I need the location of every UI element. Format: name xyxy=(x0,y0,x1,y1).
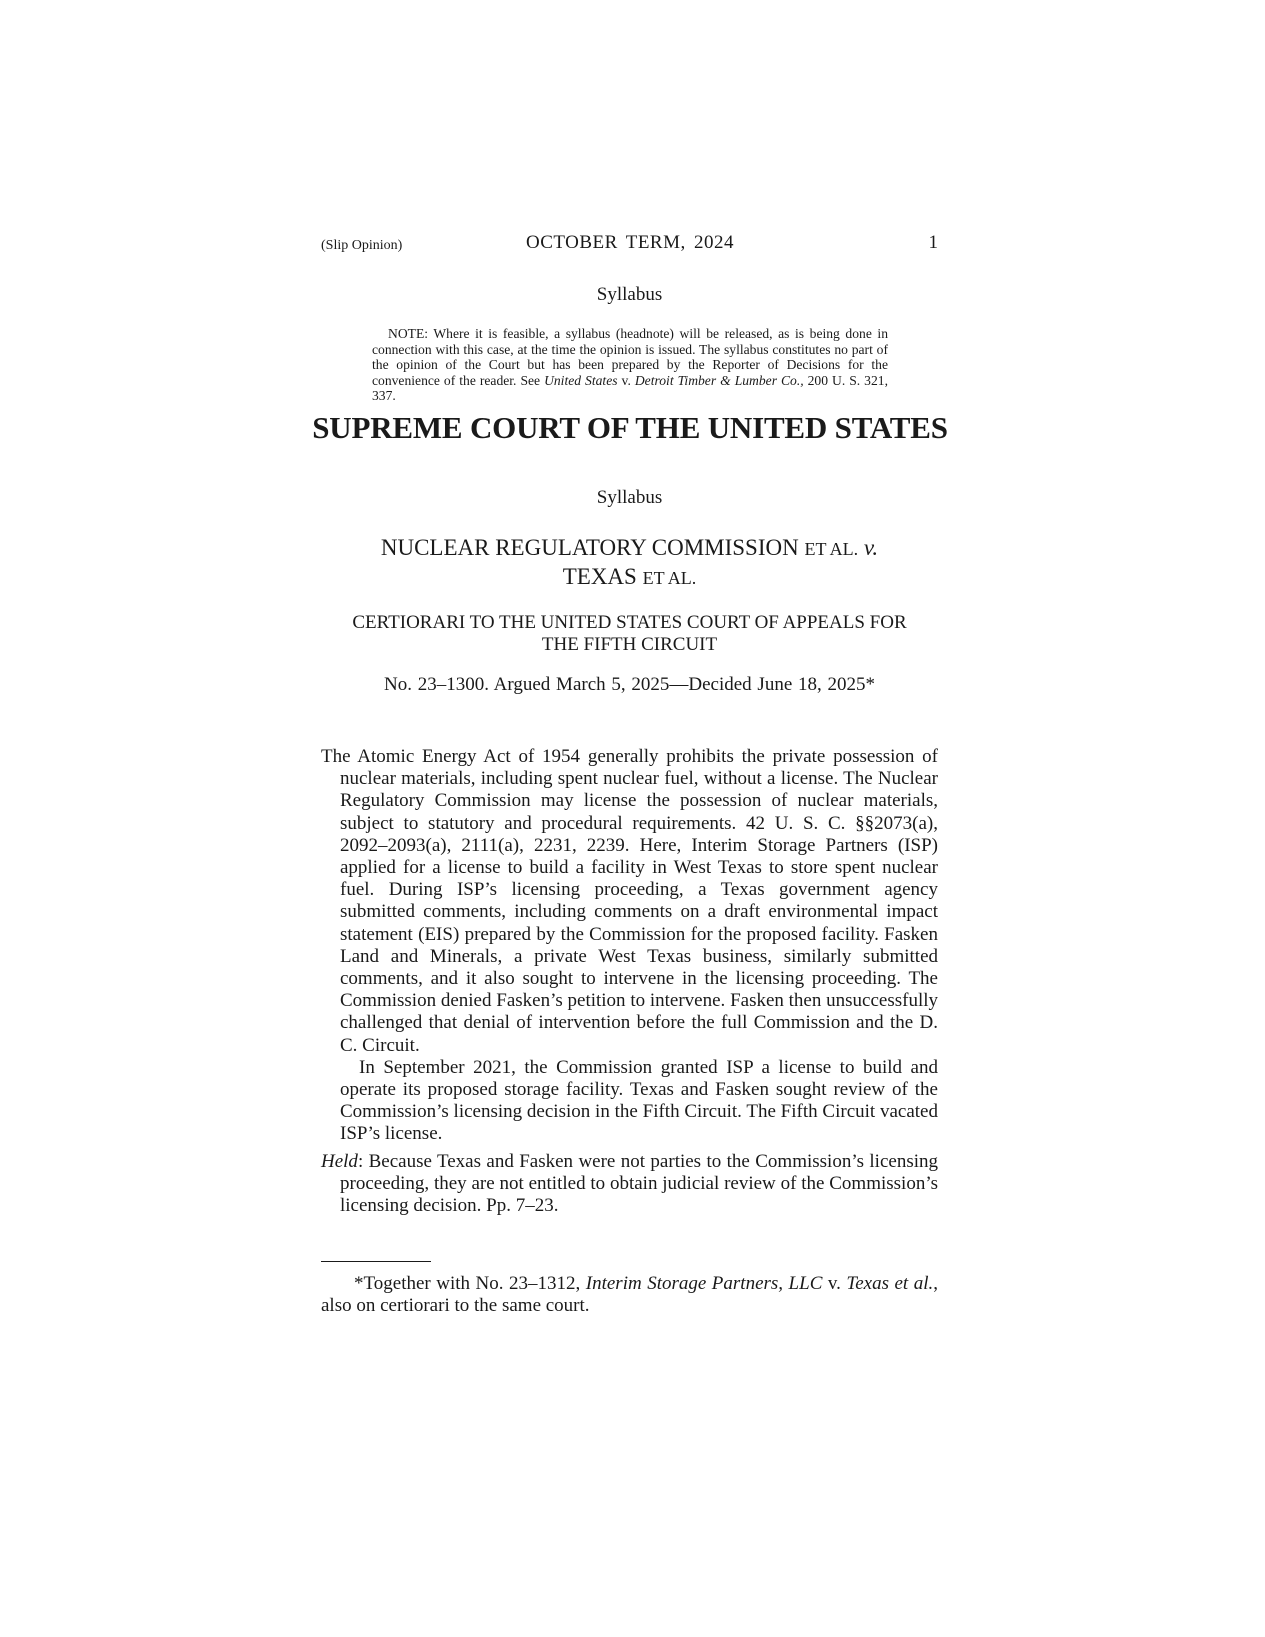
syllabus-label: Syllabus xyxy=(596,487,663,508)
headnote-note xyxy=(372,326,888,404)
party-1: NUCLEAR REGULATORY COMMISSION xyxy=(380,535,799,560)
footnote-v: v. xyxy=(822,1273,847,1294)
case-title-line-1 xyxy=(321,534,938,563)
et-al-1: ET AL. xyxy=(804,539,859,559)
held-paragraph xyxy=(321,1151,938,1218)
note-case-a: United States xyxy=(544,372,618,388)
syllabus-body xyxy=(321,746,938,1217)
case-title-line-2 xyxy=(321,563,938,592)
court-name: SUPREME COURT OF THE UNITED STATES xyxy=(312,410,948,445)
footnote xyxy=(321,1273,938,1317)
party-2: TEXAS xyxy=(562,564,637,589)
term-heading: OCTOBER TERM, 2024 xyxy=(525,232,734,253)
certiorari-line-2: THE FIFTH CIRCUIT xyxy=(541,634,718,655)
footnote-case-a: Interim Storage Partners, LLC xyxy=(585,1273,823,1294)
held-label: Held xyxy=(321,1150,358,1172)
footnote-case-b: Texas et al. xyxy=(846,1273,934,1294)
footnote-prefix: *Together with No. 23–1312, xyxy=(354,1273,586,1294)
versus: v. xyxy=(863,535,879,560)
body-paragraph-1: The Atomic Energy Act of 1954 generally prohibits the private possession of nuclear materials, including spent nuclear fuel, without a license. The Nuclear Regulatory Commission may license the possession of nuclear materials, subject to statutory and procedural requirements. 42 U. S. C. §§2073(a), 2092–2093(a), 2111(a), 2231, 2239. Here, Interim Storage Partners (ISP) applied for a license to build a facility in West Texas to store spent nuclear fuel. During ISP’s licensing proceeding, a Texas government agency submitted comments, including comments on a draft environmental impact statement (EIS) prepared by the Commission for the proposed facility. Fasken Land and Minerals, a private West Texas business, similarly submitted comments, and it also sought to intervene in the licensing proceeding. The Commission denied Fasken’s petition to intervene. Fasken then unsuccessfully challenged that denial of intervention before the full Commission and the D. C. Circuit. xyxy=(321,746,938,1056)
note-paragraph xyxy=(372,326,888,404)
case-title xyxy=(321,534,938,592)
docket-line: No. 23–1300. Argued March 5, 2025—Decided June 18, 2025* xyxy=(383,674,876,695)
slip-opinion-label: (Slip Opinion) xyxy=(321,238,403,253)
note-text: NOTE: Where it is feasible, a syllabus (headnote) will be released, as is being done in connection with this case, at the time the opinion is issued. The syllabus constitutes no part of the opinion of the Court but has been prepared by the Reporter of Decisions for the convenience of the reader. See xyxy=(372,326,888,388)
certiorari-line-1: CERTIORARI TO THE UNITED STATES COURT OF APPEALS FOR xyxy=(352,612,907,633)
footnote-suffix: , also on certiorari to the same court. xyxy=(321,1273,938,1317)
page-number: 1 xyxy=(928,232,938,253)
certiorari-heading xyxy=(321,612,938,656)
et-al-2: ET AL. xyxy=(642,568,697,588)
body-paragraph-2: In September 2021, the Commission granted ISP a license to build and operate its proposed storage facility. Texas and Fasken sought review of the Commission’s licensing decision in the Fifth Circuit. The Fifth Circuit vacated ISP’s license. xyxy=(340,1056,938,1145)
note-cite: 200 U. S. 321, 337. xyxy=(372,372,888,404)
footnote-rule xyxy=(321,1261,431,1262)
syllabus-label-top: Syllabus xyxy=(596,284,663,305)
held-text: : Because Texas and Fasken were not parties to the Commission’s licensing proceeding, they are not entitled to obtain judicial review of the Commission’s licensing decision. Pp. 7–23. xyxy=(340,1150,938,1217)
note-case-b: Detroit Timber & Lumber Co., xyxy=(634,372,804,388)
note-v: v. xyxy=(617,372,635,388)
